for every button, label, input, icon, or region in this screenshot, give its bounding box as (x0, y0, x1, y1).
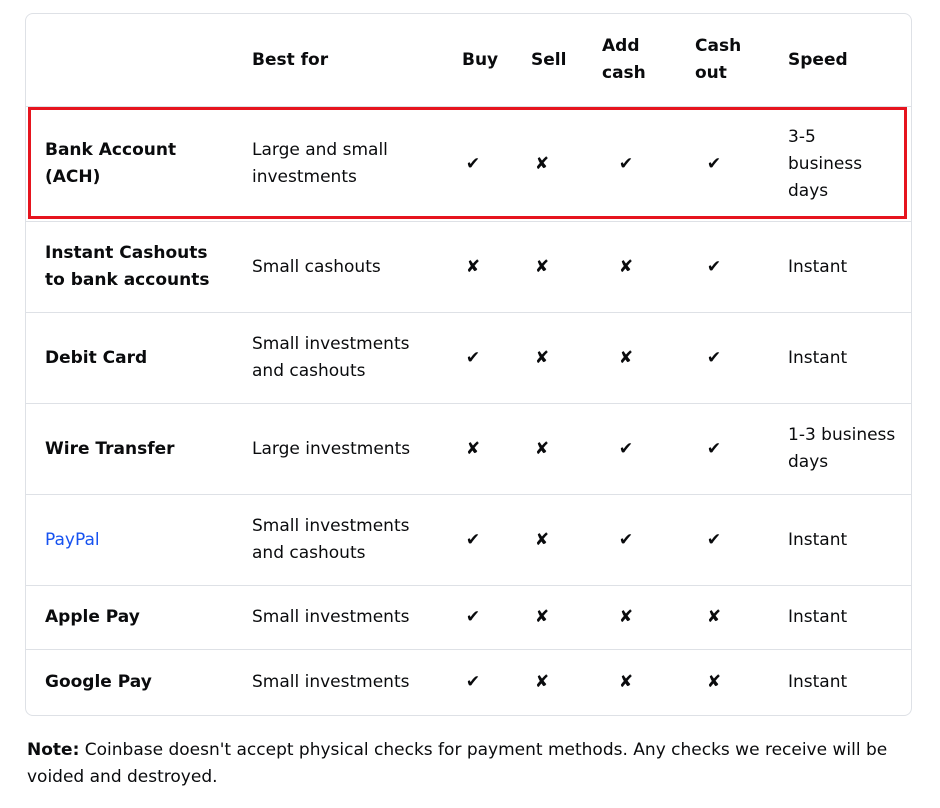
payment-methods-table (25, 13, 912, 716)
speed: Instant (788, 347, 848, 368)
buy-mark: ✔ (465, 672, 481, 692)
cash-out-mark: ✔ (706, 529, 722, 550)
buy-mark: ✘ (465, 256, 481, 277)
method-name (45, 495, 245, 585)
buy-mark: ✔ (465, 153, 481, 174)
cash-out-mark: ✔ (706, 153, 722, 174)
cash-out-mark: ✘ (706, 672, 722, 692)
sell-mark: ✘ (534, 529, 550, 550)
speed: Instant (788, 672, 848, 692)
method-name: Debit Card (45, 347, 148, 368)
table-header-row (26, 14, 911, 107)
best-for: Large and small investments (252, 140, 388, 187)
buy-mark: ✔ (465, 347, 481, 368)
method-name: Bank Account (ACH) (45, 140, 177, 187)
table-row (26, 495, 911, 586)
speed: 3-5 business days (788, 126, 863, 201)
add-cash-mark: ✘ (618, 256, 634, 277)
table-row (26, 222, 911, 313)
method-name: Instant Cashouts to bank accounts (45, 243, 210, 290)
speed: Instant (788, 256, 848, 277)
header-buy: Buy (462, 49, 499, 70)
method-name: Apple Pay (45, 607, 140, 627)
cash-out-mark: ✘ (706, 607, 722, 627)
cash-out-mark: ✔ (706, 347, 722, 368)
speed: Instant (788, 529, 848, 550)
cash-out-mark: ✔ (706, 256, 722, 277)
method-name: Google Pay (45, 672, 152, 692)
paypal-link[interactable]: PayPal (45, 529, 100, 550)
note-label: Note: (27, 740, 80, 760)
buy-mark: ✔ (465, 607, 481, 627)
method-name: Wire Transfer (45, 438, 175, 459)
add-cash-mark: ✘ (618, 347, 634, 368)
note-body-line1: Coinbase doesn't accept physical checks for payment methods. Any checks we receive will be (79, 740, 888, 760)
cash-out-mark: ✔ (706, 438, 722, 459)
speed: 1-3 business days (788, 425, 896, 472)
add-cash-mark: ✘ (618, 672, 634, 692)
add-cash-mark: ✔ (618, 438, 634, 459)
best-for: Large investments (252, 438, 411, 459)
sell-mark: ✘ (534, 153, 550, 174)
header-speed: Speed (788, 49, 848, 70)
sell-mark: ✘ (534, 438, 550, 459)
note-body-line2: voided and destroyed. (27, 767, 218, 787)
add-cash-mark: ✔ (618, 153, 634, 174)
note-text (27, 737, 907, 791)
sell-mark: ✘ (534, 347, 550, 368)
table-row (26, 313, 911, 404)
best-for: Small investments (252, 672, 410, 692)
header-sell: Sell (531, 49, 567, 70)
header-add-cash: Add cash (602, 36, 646, 83)
table-row (26, 404, 911, 495)
best-for: Small investments and cashouts (252, 516, 410, 563)
sell-mark: ✘ (534, 672, 550, 692)
add-cash-mark: ✔ (618, 529, 634, 550)
sell-mark: ✘ (534, 256, 550, 277)
table-row (26, 586, 911, 650)
table-row (26, 107, 911, 222)
add-cash-mark: ✘ (618, 607, 634, 627)
speed: Instant (788, 607, 848, 627)
best-for: Small investments (252, 607, 410, 627)
buy-mark: ✔ (465, 529, 481, 550)
header-best-for: Best for (252, 49, 329, 70)
header-cash-out: Cash out (695, 36, 742, 83)
best-for: Small investments and cashouts (252, 334, 410, 381)
buy-mark: ✘ (465, 438, 481, 459)
best-for: Small cashouts (252, 256, 381, 277)
table-row (26, 650, 911, 715)
sell-mark: ✘ (534, 607, 550, 627)
